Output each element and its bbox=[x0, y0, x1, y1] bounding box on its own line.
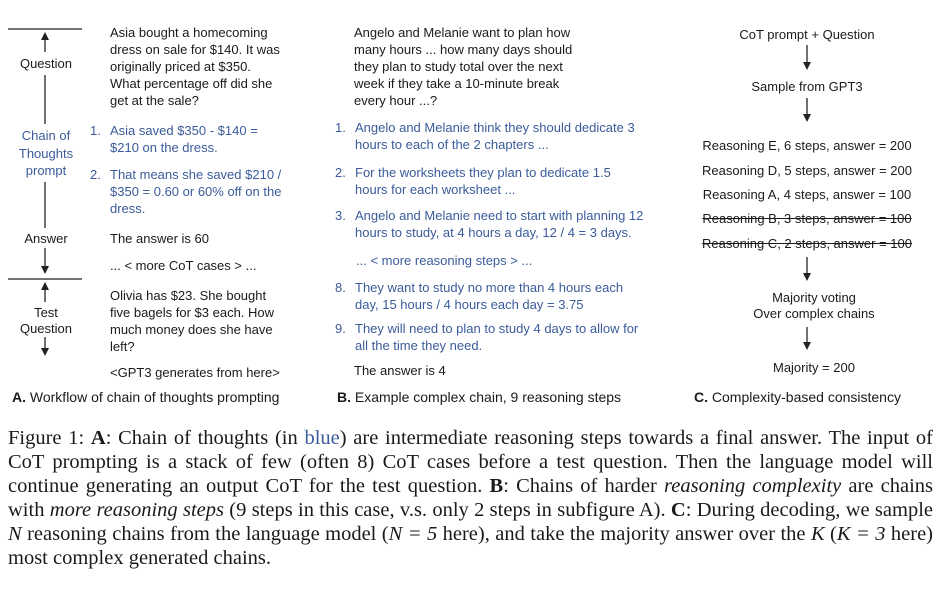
question-text bbox=[110, 24, 280, 109]
panel-b-caption bbox=[337, 389, 621, 405]
reasoning-d: Reasoning D, 5 steps, answer = 200 bbox=[702, 163, 912, 178]
cot-prompt-question: CoT prompt + Question bbox=[739, 27, 875, 42]
caption-text: : Chain of thoughts (in bbox=[105, 427, 305, 449]
complex-step-2 bbox=[335, 164, 675, 200]
figure-label: Figure 1: bbox=[8, 427, 85, 449]
cot-prompt-label-line1: Chain of bbox=[21, 128, 71, 143]
step-line: dress. bbox=[110, 201, 146, 216]
more-reasoning-steps: ... < more reasoning steps > ... bbox=[356, 253, 533, 268]
step-number: 2. bbox=[335, 165, 346, 180]
caption-text: here), and take the majority answer over the bbox=[437, 523, 811, 545]
panel-a-letter: A. bbox=[12, 389, 26, 405]
test-question-line: much money does she have bbox=[110, 322, 273, 337]
reasoning-e: Reasoning E, 6 steps, answer = 200 bbox=[702, 138, 912, 153]
sample-from-gpt3: Sample from GPT3 bbox=[751, 79, 863, 94]
question-line: get at the sale? bbox=[110, 93, 199, 108]
test-question-line: Olivia has $23. She bought bbox=[110, 288, 267, 303]
step-number: 9. bbox=[335, 321, 346, 336]
complex-question-line: Angelo and Melanie want to plan how bbox=[354, 25, 571, 40]
cot-step-2 bbox=[90, 166, 330, 220]
majority-result: Majority = 200 bbox=[772, 360, 855, 375]
step-line: They want to study no more than 4 hours each bbox=[355, 280, 624, 295]
test-question-line: five bagels for $3 each. How bbox=[110, 305, 275, 320]
step-number: 1. bbox=[335, 120, 346, 135]
question-line: dress on sale for $140. It was bbox=[110, 42, 280, 57]
majority-voting-line1: Majority voting bbox=[772, 290, 856, 305]
step-line: hours to each of the 2 chapters ... bbox=[355, 137, 549, 152]
gpt3-generates-text: <GPT3 generates from here> bbox=[110, 365, 280, 380]
caption-math-n: N bbox=[8, 523, 22, 545]
complex-answer-text: The answer is 4 bbox=[354, 363, 446, 378]
step-number: 3. bbox=[335, 208, 346, 223]
caption-math-k-eq: K = 3 bbox=[836, 523, 886, 545]
step-line: That means she saved $210 / bbox=[110, 167, 282, 182]
caption-text: : During decoding, we sample bbox=[685, 499, 933, 521]
cot-prompt-label-line3: prompt bbox=[25, 163, 67, 178]
caption-text: ) are intermediate reasoning steps towards a final answer. The input of CoT prompting is a stack of few (often 8) CoT cases before a test question. Then the language model will continue generating an output CoT for the test question. bbox=[8, 427, 933, 497]
complex-step-9 bbox=[335, 320, 675, 356]
panel-c-caption bbox=[694, 389, 901, 405]
step-line: They will need to plan to study 4 days to allow for bbox=[355, 321, 639, 336]
complex-step-8 bbox=[335, 279, 675, 315]
question-line: originally priced at $350. bbox=[110, 59, 251, 74]
caption-blue-word: blue bbox=[304, 427, 340, 449]
step-line: $210 on the dress. bbox=[110, 140, 218, 155]
caption-text: reasoning chains from the language model ( bbox=[21, 523, 389, 545]
caption-a: A bbox=[90, 427, 106, 449]
panel-a-caption bbox=[12, 389, 279, 405]
caption-italic: more reasoning steps bbox=[49, 499, 224, 521]
question-label: Question bbox=[19, 56, 73, 71]
step-number: 8. bbox=[335, 280, 346, 295]
panel-c-caption-text: Complexity-based consistency bbox=[711, 389, 901, 405]
complex-step-1 bbox=[335, 119, 675, 155]
complex-step-3 bbox=[335, 207, 675, 243]
step-line: all the time they need. bbox=[355, 338, 483, 353]
answer-label: Answer bbox=[24, 231, 68, 246]
panel-c-flow-arrows bbox=[700, 0, 920, 380]
reasoning-c-discarded: Reasoning C, 2 steps, answer = 100 bbox=[702, 236, 912, 251]
complex-question-line: many hours ... how many days should bbox=[354, 42, 573, 57]
complex-question-text bbox=[354, 24, 572, 109]
panel-a-caption-text: Workflow of chain of thoughts prompting bbox=[29, 389, 280, 405]
caption-b: B bbox=[489, 475, 504, 497]
step-line: Angelo and Melanie need to start with planning 12 bbox=[355, 208, 644, 223]
cot-prompt-label-line2: Thoughts bbox=[18, 146, 74, 161]
panel-b-caption-text: Example complex chain, 9 reasoning steps bbox=[354, 389, 622, 405]
step-line: $350 = 0.60 or 60% off on the bbox=[110, 184, 282, 199]
caption-text: ( bbox=[824, 523, 837, 545]
test-label-line2: Question bbox=[19, 321, 73, 336]
step-number: 1. bbox=[90, 123, 101, 138]
step-number: 2. bbox=[90, 167, 101, 182]
answer-text: The answer is 60 bbox=[110, 231, 209, 246]
step-line: For the worksheets they plan to dedicate 1.5 bbox=[355, 165, 611, 180]
caption-text: are chains with bbox=[8, 475, 934, 521]
step-line: hours to study, at 4 hours a day, 12 / 4 = 3 days. bbox=[355, 225, 632, 240]
cot-step-1 bbox=[90, 122, 330, 158]
complex-question-line: they plan to study total over the next bbox=[354, 59, 563, 74]
caption-text: (9 steps in this case, v.s. only 2 steps in subfigure A). bbox=[224, 499, 671, 521]
complex-question-line: every hour ...? bbox=[354, 93, 438, 108]
panel-c-letter: C. bbox=[694, 389, 708, 405]
step-line: hours for each worksheet ... bbox=[355, 182, 516, 197]
majority-voting-line2: Over complex chains bbox=[753, 306, 875, 321]
test-question-text bbox=[110, 287, 274, 355]
caption-italic: reasoning complexity bbox=[664, 475, 842, 497]
caption-math-n-eq: N = 5 bbox=[388, 523, 438, 545]
caption-text: here) most complex generated chains. bbox=[8, 523, 934, 569]
test-question-line: left? bbox=[110, 339, 135, 354]
more-cot-cases: ... < more CoT cases > ... bbox=[110, 258, 257, 273]
caption-c: C bbox=[670, 499, 686, 521]
caption-math-k: K bbox=[810, 523, 825, 545]
figure-caption bbox=[8, 426, 933, 570]
question-line: Asia bought a homecoming bbox=[110, 25, 268, 40]
reasoning-a: Reasoning A, 4 steps, answer = 100 bbox=[702, 187, 912, 202]
complex-question-line: week if they take a 10-minute break bbox=[354, 76, 560, 91]
question-line: What percentage off did she bbox=[110, 76, 273, 91]
step-line: Asia saved $350 - $140 = bbox=[110, 123, 258, 138]
step-line: Angelo and Melanie think they should dedicate 3 bbox=[355, 120, 635, 135]
test-label-line1: Test bbox=[34, 305, 58, 320]
step-line: day, 15 hours / 4 hours each day = 3.75 bbox=[355, 297, 584, 312]
caption-text: : Chains of harder bbox=[503, 475, 665, 497]
panel-b-letter: B. bbox=[337, 389, 351, 405]
reasoning-b-discarded: Reasoning B, 3 steps, answer = 100 bbox=[702, 211, 912, 226]
